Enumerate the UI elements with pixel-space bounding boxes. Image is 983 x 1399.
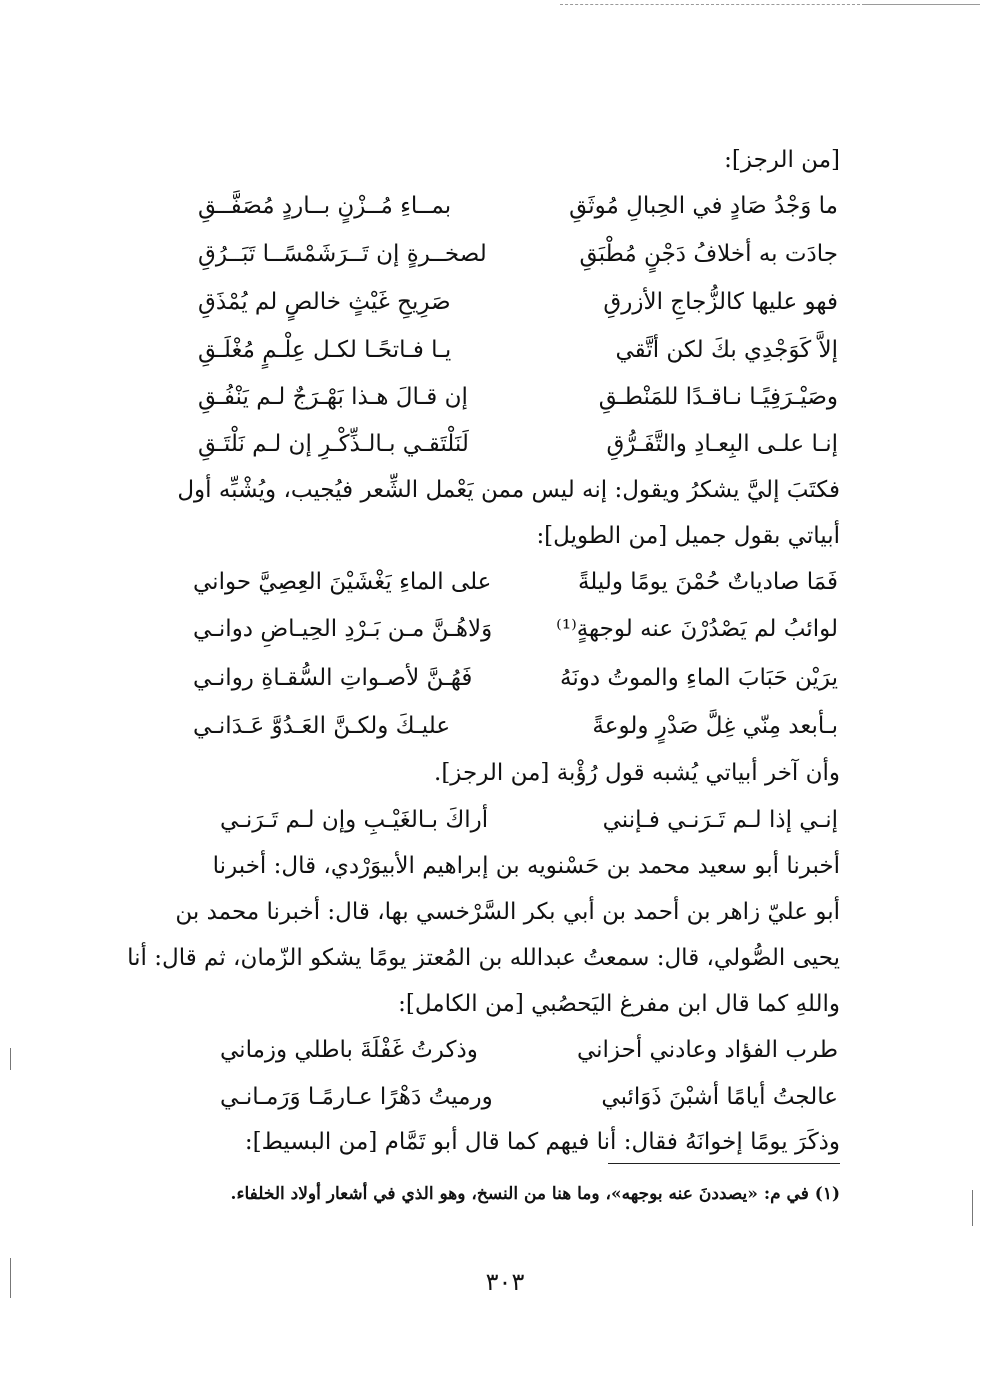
first-hemistich: إنـا علـى البِعـادِ والتَّفَـرُّقِ — [606, 431, 838, 457]
verse-line — [193, 703, 838, 749]
second-hemistich: يـا فـاتحًـا لكـل عِلْـمٍ مُغْلَـقِ — [198, 337, 452, 363]
first-hemistich: وصَيْـرَفِيًـا نـاقـدًا للمَنْطـقِ — [598, 384, 838, 410]
prose-line: فكتَبَ إليَّ يشكرُ ويقول: إنه ليس ممن يَعْمل الشِّعر فيُجيب، ويُشْبِّه أول — [177, 477, 840, 503]
prose-line: يحيى الصُّولي، قال: سمعتُ عبدالله بن المُعتز يومًا يشكو الزّمان، ثم قال: أنا — [127, 945, 840, 971]
page-number: ٣٠٣ — [485, 1268, 525, 1296]
verse-line — [220, 1027, 838, 1073]
verse-line — [193, 606, 838, 652]
verse-line — [198, 327, 838, 373]
prose-line: وذكَرَ يومًا إخوانَهُ فقال: أنا فيهم كما قال أبو تَمَّام [من البسيط]: — [244, 1129, 840, 1155]
second-hemistich: عليـكَ ولكـنَّ العَـدُوَّ عَـدَانـي — [193, 713, 451, 739]
second-hemistich: إن قـالَ هـذا بَهْـرَجٌ لـم يَنْفُـقِ — [198, 384, 468, 410]
prose-line: واللهِ كما قال ابن مفرغ اليَحصُبي [من الكامل]: — [398, 991, 840, 1017]
first-hemistich: عالجتُ أيامًا أشبْنَ ذَوَائبي — [601, 1084, 838, 1110]
margin-mark — [10, 1258, 11, 1298]
second-hemistich: لَنَلْتَقـي بـالـذِّكْـرِ إن لـم نَلْتَـقِ — [198, 431, 469, 457]
top-edge-rule — [862, 4, 980, 5]
verse-line — [193, 655, 838, 701]
prose-line: أبياتي بقول جميل [من الطويل]: — [536, 523, 840, 549]
second-hemistich: بمــاءِ مُــزْنٍ بــاردٍ مُصَفَّــقِ — [198, 193, 452, 219]
footnote: (١) في م: «يصددنَ عنه بوجهه»، وما هنا من النسخ، وهو الذي في أشعار أولاد الخلفاء. — [230, 1184, 840, 1204]
first-hemistich: فَمَا صادياتٌ حُمْنَ يومًا وليلةً — [577, 569, 838, 595]
first-hemistich: بـأبعد مِنّي غِلَّ صَدْرٍ ولوعةً — [592, 713, 838, 739]
verse-line — [198, 374, 838, 420]
first-hemistich: يرَيْن حَبَابَ الماءِ والموتُ دونَهُ — [560, 665, 838, 691]
second-hemistich: أراكَ بـالغَيْـبِ وإن لـم تَـرَنـي — [220, 807, 489, 833]
first-hemistich: لوائبُ لم يَصْدُرْنَ عنه لوجهةٍ⁽¹⁾ — [556, 616, 838, 642]
first-hemistich: ما وَجْدُ صَادٍ في الحِبالِ مُوثَقِ — [569, 193, 838, 219]
verse-line — [198, 183, 838, 229]
prose-line: أخبرنا أبو سعيد محمد بن حَسْنويه بن إبراهيم الأبيوَرْدي، قال: أخبرنا — [212, 853, 840, 879]
prose-line: وأن آخر أبياتي يُشبه قول رُؤْبة [من الرجز]. — [434, 760, 840, 786]
first-hemistich: طرب الفؤاد وعادني أحزاني — [576, 1037, 838, 1063]
second-hemistich: لصخــرةٍ إن تَــرَشَمْسًــا تَبَــرُقِ — [198, 241, 487, 267]
top-edge-rule — [560, 4, 860, 5]
verse-line — [198, 421, 838, 467]
prose-line: أبو عليّ زاهر بن أحمد بن أبي بكر السَّرْخسي بها، قال: أخبرنا محمد بن — [175, 899, 840, 925]
verse-line — [193, 559, 838, 605]
second-hemistich: ورميتُ دَهْرًا عـارمًـا وَرَمـانـي — [220, 1084, 493, 1110]
second-hemistich: فَهُـنَّ لأصـواتِ السُّقـاةِ روانـي — [193, 665, 473, 691]
verse-line — [198, 231, 838, 277]
margin-mark — [972, 1190, 973, 1226]
second-hemistich: على الماءِ يَغْشَيْنَ العِصِيَّ حواني — [193, 569, 492, 595]
footnote-separator — [608, 1163, 840, 1164]
first-hemistich: إلاَّ كَوَجْدِي بكَ لكن أتَّقي — [615, 337, 838, 363]
verse-line — [198, 279, 838, 325]
verse-line — [220, 797, 838, 843]
first-hemistich: جادَت به أخلافُ دَجْنٍ مُطْبَقِ — [579, 241, 838, 267]
first-hemistich: فهو عليها كالزُّجاجِ الأزرقِ — [603, 289, 838, 315]
margin-mark — [10, 1048, 11, 1070]
first-hemistich: إنـي إذا لـم تَـرَنـي فـإنني — [602, 807, 838, 833]
meter-label: [من الرجز]: — [724, 147, 840, 173]
verse-line — [220, 1074, 838, 1120]
second-hemistich: وَلاهُـنَّ مـن بَـرْدِ الحِيـاضِ دوانـي — [193, 616, 493, 642]
second-hemistich: صَرِيحِ غَيْثٍ خالصٍ لم يُمْذَقِ — [198, 289, 451, 315]
second-hemistich: وذكرتُ غَفْلَةَ باطلي وزماني — [220, 1037, 478, 1063]
